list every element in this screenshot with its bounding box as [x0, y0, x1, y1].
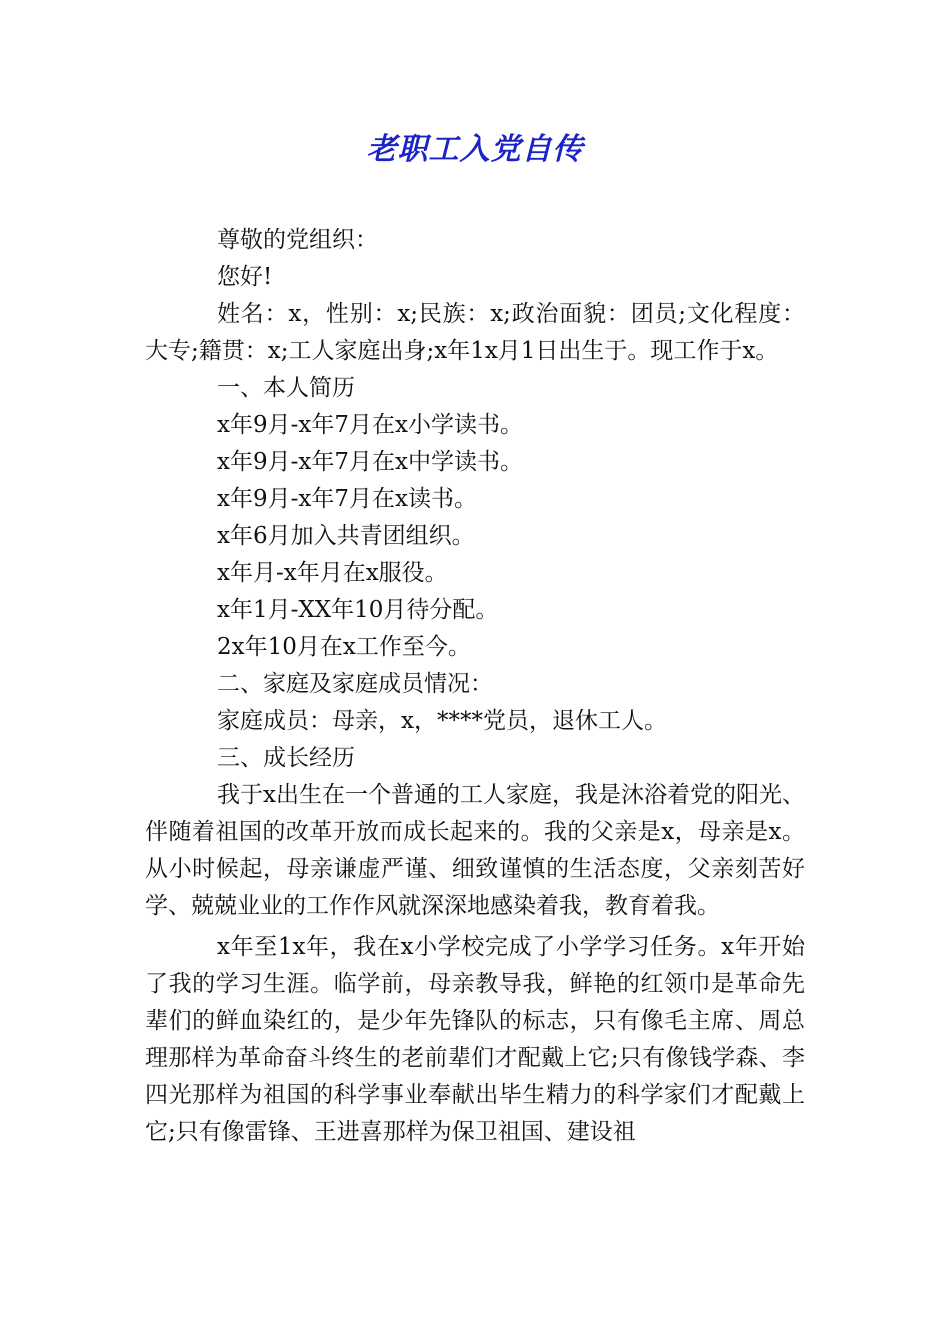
section-heading-family: 二、家庭及家庭成员情况： [217, 671, 493, 697]
resume-item: x年9月-x年7月在x小学读书。 [217, 412, 523, 438]
resume-item: 2x年10月在x工作至今。 [217, 634, 471, 660]
document-body [145, 222, 805, 1151]
resume-item: x年6月加入共青团组织。 [217, 523, 475, 549]
greeting: 您好! [217, 264, 273, 290]
document-title: 老职工入党自传 [366, 132, 584, 167]
resume-item: x年9月-x年7月在x读书。 [217, 486, 477, 512]
section-heading-resume: 一、本人简历 [217, 375, 355, 401]
personal-info-paragraph: 姓名：x，性别：x;民族：x;政治面貌：团员;文化程度：大专;籍贯：x;工人家庭出身;x年1x月1日出生于。现工作于x。 [145, 301, 805, 364]
resume-item: x年9月-x年7月在x中学读书。 [217, 449, 523, 475]
resume-item: x年月-x年月在x服役。 [217, 560, 448, 586]
growth-paragraph: x年至1x年，我在x小学校完成了小学学习任务。x年开始了我的学习生涯。临学前，母亲教导我，鲜艳的红领巾是革命先辈们的鲜血染红的，是少年先锋队的标志，只有像毛主席、周总理那样为革命奋斗终生的老前辈们才配戴上它;只有像钱学森、李四光那样为祖国的科学事业奉献出毕生精力的科学家们才配戴上它;只有像雷锋、王进喜那样为保卫祖国、建设祖 [145, 934, 805, 1145]
section-heading-growth: 三、成长经历 [217, 745, 355, 771]
family-member-paragraph: 家庭成员：母亲，x，****党员，退休工人。 [217, 708, 667, 734]
salutation: 尊敬的党组织： [217, 227, 378, 253]
resume-item: x年1月-XX年10月待分配。 [217, 597, 499, 623]
growth-paragraph: 我于x出生在一个普通的工人家庭，我是沐浴着党的阳光、伴随着祖国的改革开放而成长起来的。我的父亲是x，母亲是x。从小时候起，母亲谦虚严谨、细致谨慎的生活态度，父亲刻苦好学、兢兢业业的工作作风就深深地感染着我，教育着我。 [145, 782, 805, 919]
